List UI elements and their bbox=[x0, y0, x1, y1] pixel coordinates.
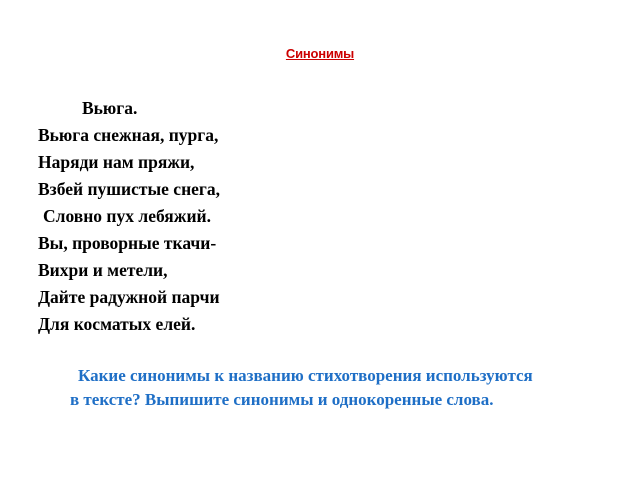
poem-line: Дайте радужной парчи bbox=[38, 287, 220, 307]
poem bbox=[38, 95, 458, 338]
slide-title: Синонимы bbox=[285, 46, 355, 61]
poem-line: Вихри и метели, bbox=[38, 260, 168, 280]
poem-heading: Вьюга. bbox=[82, 98, 138, 118]
poem-line: Для косматых елей. bbox=[38, 314, 196, 334]
question-line-1: Какие синонимы к названию стихотворения используются bbox=[78, 366, 533, 385]
poem-line: Вы, проворные ткачи- bbox=[38, 233, 217, 253]
question-line-2: в тексте? Выпишите синонимы и однокоренные слова. bbox=[70, 390, 494, 409]
poem-line: Наряди нам пряжи, bbox=[38, 152, 195, 172]
assignment-question bbox=[70, 364, 630, 412]
poem-line: Словно пух лебяжий. bbox=[43, 206, 211, 226]
poem-line: Вьюга снежная, пурга, bbox=[38, 125, 219, 145]
poem-line: Взбей пушистые снега, bbox=[38, 179, 220, 199]
